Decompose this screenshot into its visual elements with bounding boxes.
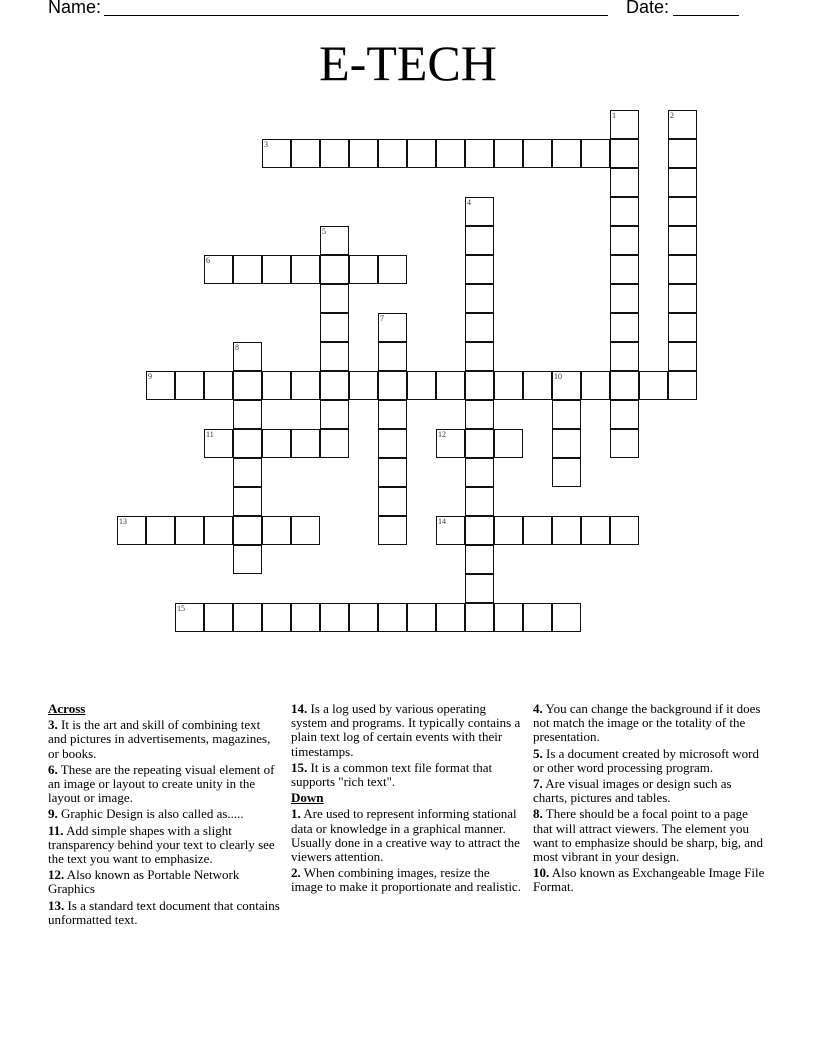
grid-cell[interactable] [610, 197, 639, 226]
grid-cell[interactable] [465, 458, 494, 487]
grid-cell[interactable] [378, 487, 407, 516]
grid-cell[interactable] [349, 603, 378, 632]
clue-across-3: 3. It is the art and skill of combining text and pictures in advertisements, magazines, or books. [48, 717, 271, 761]
clue-across-13: 13. Is a standard text document that contains unformatted text. [48, 897, 280, 927]
grid-cell[interactable] [552, 429, 581, 458]
grid-cell[interactable] [320, 284, 349, 313]
grid-cell[interactable] [320, 400, 349, 429]
grid-cell[interactable] [494, 139, 523, 168]
grid-cell[interactable] [668, 255, 697, 284]
grid-cell[interactable] [262, 603, 291, 632]
grid-cell[interactable] [668, 226, 697, 255]
grid-cell[interactable] [146, 371, 175, 400]
clue-across-11: 11. Add simple shapes with a slight transparency behind your text to clearly see the text you want to emphasize. [48, 822, 275, 867]
grid-cell[interactable] [291, 255, 320, 284]
grid-cell[interactable] [436, 139, 465, 168]
grid-cell[interactable] [378, 313, 407, 342]
across-heading: Across [48, 701, 86, 716]
grid-cell[interactable] [175, 371, 204, 400]
clue-number: 9 [148, 372, 152, 381]
clue-number: 8 [235, 343, 239, 352]
grid-cell[interactable] [320, 603, 349, 632]
grid-cell[interactable] [233, 371, 262, 400]
grid-cell[interactable] [175, 516, 204, 545]
grid-cell[interactable] [204, 429, 233, 458]
grid-cell[interactable] [581, 371, 610, 400]
clue-across-12: 12. Also known as Portable Network Graphics [48, 867, 240, 897]
grid-cell[interactable] [262, 371, 291, 400]
grid-cell[interactable] [581, 516, 610, 545]
grid-cell[interactable] [610, 110, 639, 139]
clue-down-1: 1. Are used to represent informing stational data or knowledge in a graphical manner. Usually done in a creative way to attract the viewers attention. [291, 806, 520, 865]
grid-cell[interactable] [610, 313, 639, 342]
clue-number: 5 [322, 227, 326, 236]
grid-cell[interactable] [117, 516, 146, 545]
clue-number: 4 [467, 198, 471, 207]
grid-cell[interactable] [262, 255, 291, 284]
clue-down-8: 8. There should be a focal point to a page that will attract viewers. The element you want to emphasize should be sharp, big, and most vibrant in your design. [533, 806, 763, 865]
grid-cell[interactable] [610, 139, 639, 168]
grid-cell[interactable] [610, 371, 639, 400]
grid-cell[interactable] [465, 226, 494, 255]
clue-down-5: 5. Is a document created by microsoft word or other word processing program. [533, 745, 759, 775]
grid-cell[interactable] [668, 197, 697, 226]
grid-cell[interactable] [610, 226, 639, 255]
grid-cell[interactable] [320, 139, 349, 168]
grid-cell[interactable] [610, 168, 639, 197]
grid-cell[interactable] [320, 371, 349, 400]
grid-cell[interactable] [320, 313, 349, 342]
grid-cell[interactable] [610, 516, 639, 545]
grid-cell[interactable] [668, 139, 697, 168]
grid-cell[interactable] [378, 255, 407, 284]
grid-cell[interactable] [494, 603, 523, 632]
grid-cell[interactable] [320, 429, 349, 458]
grid-cell[interactable] [523, 516, 552, 545]
grid-cell[interactable] [378, 603, 407, 632]
grid-cell[interactable] [465, 487, 494, 516]
grid-cell[interactable] [262, 429, 291, 458]
grid-cell[interactable] [378, 371, 407, 400]
grid-cell[interactable] [378, 429, 407, 458]
grid-cell[interactable] [668, 371, 697, 400]
name-field[interactable] [104, 0, 608, 16]
grid-cell[interactable] [465, 255, 494, 284]
grid-cell[interactable] [233, 400, 262, 429]
grid-cell[interactable] [668, 284, 697, 313]
grid-cell[interactable] [494, 516, 523, 545]
grid-cell[interactable] [610, 429, 639, 458]
grid-cell[interactable] [407, 371, 436, 400]
grid-cell[interactable] [465, 400, 494, 429]
grid-cell[interactable] [465, 139, 494, 168]
grid-cell[interactable] [436, 603, 465, 632]
grid-cell[interactable] [378, 516, 407, 545]
clues-column-3 [533, 702, 765, 897]
grid-cell[interactable] [291, 516, 320, 545]
grid-cell[interactable] [262, 516, 291, 545]
grid-cell[interactable] [378, 400, 407, 429]
grid-cell[interactable] [233, 458, 262, 487]
clue-number: 2 [670, 111, 674, 120]
grid-cell[interactable] [146, 516, 175, 545]
grid-cell[interactable] [436, 371, 465, 400]
grid-cell[interactable] [291, 603, 320, 632]
clue-number: 10 [554, 372, 562, 381]
clue-down-4: 4. You can change the background if it does not match the image or the totality of the presentation. [533, 701, 761, 745]
grid-cell[interactable] [668, 342, 697, 371]
grid-cell[interactable] [610, 400, 639, 429]
grid-cell[interactable] [668, 110, 697, 139]
grid-cell[interactable] [262, 139, 291, 168]
clue-number: 3 [264, 140, 268, 149]
grid-cell[interactable] [291, 371, 320, 400]
grid-cell[interactable] [465, 545, 494, 574]
clue-down-7: 7. Are visual images or design such as charts, pictures and tables. [533, 776, 732, 806]
grid-cell[interactable] [552, 139, 581, 168]
grid-cell[interactable] [233, 603, 262, 632]
grid-cell[interactable] [465, 284, 494, 313]
grid-cell[interactable] [465, 574, 494, 603]
grid-cell[interactable] [668, 168, 697, 197]
clue-number: 6 [206, 256, 210, 265]
grid-cell[interactable] [639, 371, 668, 400]
grid-cell[interactable] [407, 139, 436, 168]
grid-cell[interactable] [465, 313, 494, 342]
grid-cell[interactable] [291, 139, 320, 168]
grid-cell[interactable] [610, 255, 639, 284]
grid-cell[interactable] [465, 603, 494, 632]
grid-cell[interactable] [233, 342, 262, 371]
grid-cell[interactable] [233, 487, 262, 516]
grid-cell[interactable] [349, 371, 378, 400]
grid-cell[interactable] [494, 429, 523, 458]
grid-cell[interactable] [349, 139, 378, 168]
grid-cell[interactable] [552, 400, 581, 429]
grid-cell[interactable] [465, 371, 494, 400]
clue-number: 7 [380, 314, 384, 323]
page-title: E-TECH [319, 35, 497, 91]
clue-number: 15 [177, 604, 185, 613]
clue-across-15: 15. It is a common text file format that supports "rich text". [291, 759, 493, 790]
down-heading: Down [291, 790, 324, 806]
clue-number: 14 [438, 517, 446, 526]
grid-cell[interactable] [233, 545, 262, 574]
grid-cell[interactable] [610, 284, 639, 313]
name-label: Name: [48, 0, 102, 17]
grid-cell[interactable] [233, 516, 262, 545]
grid-cell[interactable] [494, 371, 523, 400]
grid-cell[interactable] [378, 342, 407, 371]
grid-cell[interactable] [523, 603, 552, 632]
grid-cell[interactable] [668, 313, 697, 342]
grid-cell[interactable] [233, 429, 262, 458]
grid-cell[interactable] [407, 603, 436, 632]
grid-cell[interactable] [581, 139, 610, 168]
grid-cell[interactable] [378, 458, 407, 487]
clue-number: 13 [119, 517, 127, 526]
grid-cell[interactable] [204, 255, 233, 284]
grid-cell[interactable] [523, 371, 552, 400]
grid-cell[interactable] [552, 603, 581, 632]
date-field[interactable] [673, 0, 739, 16]
grid-cell[interactable] [436, 516, 465, 545]
grid-cell[interactable] [378, 139, 407, 168]
grid-cell[interactable] [320, 255, 349, 284]
grid-cell[interactable] [552, 371, 581, 400]
grid-cell[interactable] [465, 429, 494, 458]
grid-cell[interactable] [465, 516, 494, 545]
grid-cell[interactable] [233, 255, 262, 284]
grid-cell[interactable] [465, 197, 494, 226]
grid-cell[interactable] [204, 371, 233, 400]
grid-cell[interactable] [204, 603, 233, 632]
clue-across-14: 14. Is a log used by various operating system and programs. It typically contains a plain text log of certain events with their timestamps. [291, 701, 521, 759]
clue-number: 12 [438, 430, 446, 439]
grid-cell[interactable] [552, 516, 581, 545]
clue-down-2: 2. When combining images, resize the image to make it proportionate and realistic. [291, 865, 521, 895]
grid-cell[interactable] [320, 226, 349, 255]
clue-down-10: 10. Also known as Exchangeable Image File Format. [533, 865, 765, 895]
clue-number: 1 [612, 111, 616, 120]
grid-cell[interactable] [175, 603, 204, 632]
grid-cell[interactable] [465, 342, 494, 371]
grid-cell[interactable] [320, 342, 349, 371]
clue-across-9: 9. Graphic Design is also called as..... [48, 806, 244, 822]
clues-column-1 [48, 702, 280, 929]
clue-across-6: 6. These are the repeating visual element of an image or layout to create unity in the layout or image. [48, 761, 275, 806]
date-label: Date: [626, 0, 670, 17]
grid-cell[interactable] [610, 342, 639, 371]
grid-cell[interactable] [291, 429, 320, 458]
grid-cell[interactable] [349, 255, 378, 284]
grid-cell[interactable] [436, 429, 465, 458]
clues-column-2 [291, 702, 523, 897]
grid-cell[interactable] [523, 139, 552, 168]
clue-number: 11 [206, 430, 214, 439]
grid-cell[interactable] [204, 516, 233, 545]
grid-cell[interactable] [552, 458, 581, 487]
